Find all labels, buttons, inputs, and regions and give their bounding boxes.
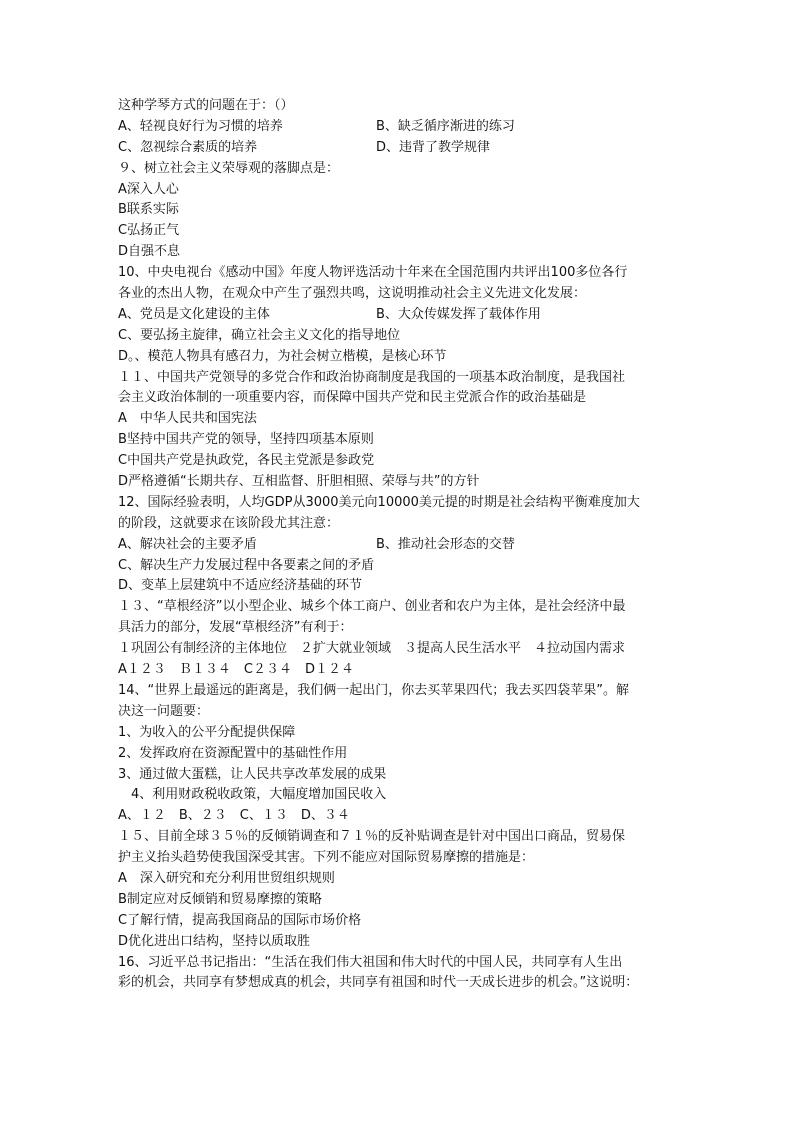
question-13: １３、“草根经济”以小型企业、城乡个体工商户、创业者和农户为主体，是社会经济中最	[118, 599, 626, 615]
answer-options: A、１２ B、２３ C、１３ D、３４	[118, 808, 350, 824]
option-d: D优化进出口结构，坚持以质取胜	[118, 933, 311, 949]
option-a: A 中华人民共和国宪法	[118, 411, 257, 427]
option-a: A、解决社会的主要矛盾	[118, 536, 257, 552]
statement-list: １巩固公有制经济的主体地位 ２扩大就业领域 ３提高人民生活水平 ４拉动国内需求	[118, 641, 626, 657]
document-page	[118, 96, 688, 994]
statement-3: 3、通过做大蛋糕，让人民共享改革发展的成果	[118, 766, 387, 782]
option-d: D、变革上层建筑中不适应经济基础的环节	[118, 578, 363, 594]
option-row	[118, 117, 688, 138]
answer-options: A１２３ Ｂ１３４ C２３４ D１２４	[118, 662, 354, 678]
question-15: １５、目前全球３５％的反倾销调查和７１％的反补贴调查是针对中国出口商品，贸易保	[118, 829, 626, 845]
option-b: B、缺乏循序渐进的练习	[376, 118, 515, 134]
option-b: B、大众传媒发挥了载体作用	[376, 306, 541, 322]
question-12-cont: 的阶段，这就要求在该阶段尤其注意：	[118, 515, 340, 531]
question-14-cont: 决这一问题要：	[118, 703, 210, 719]
option-a: A、党员是文化建设的主体	[118, 306, 270, 322]
option-c: C弘扬正气	[118, 223, 180, 239]
option-c: C了解行情，提高我国商品的国际市场价格	[118, 912, 362, 928]
question-12: 12、国际经验表明，人均GDP从3000美元向10000美元提的时期是社会结构平衡难度加大	[118, 494, 640, 510]
option-b: B制定应对反倾销和贸易摩擦的策略	[118, 891, 322, 907]
statement-4: 4、利用财政税收政策，大幅度增加国民收入	[118, 787, 387, 803]
question-14: 14、“世界上最遥远的距离是，我们俩一起出门，你去买苹果四代；我去买四袋苹果”。解	[118, 682, 630, 698]
question-9: ９、树立社会主义荣辱观的落脚点是：	[118, 160, 340, 176]
question-13-cont: 具活力的部分，发展“草根经济”有利于：	[118, 620, 353, 636]
option-b: B联系实际	[118, 202, 179, 218]
option-a: A、轻视良好行为习惯的培养	[118, 118, 283, 134]
question-11-cont: 会主义政治体制的一项重要内容，而保障中国共产党和民主党派合作的政治基础是	[118, 390, 587, 406]
question-11: １１、中国共产党领导的多党合作和政治协商制度是我国的一项基本政治制度，是我国社	[118, 369, 626, 385]
statement-1: 1、为收入的公平分配提供保障	[118, 724, 296, 740]
option-c: C中国共产党是执政党，各民主党派是参政党	[118, 453, 375, 469]
text-line: 这种学琴方式的问题在于：（）	[118, 98, 294, 113]
option-d: D严格遵循“长期共存、互相监督、肝胆相照、荣辱与共”的方针	[118, 474, 480, 490]
option-row	[118, 305, 688, 326]
option-c: C、要弘扬主旋律，确立社会主义文化的指导地位	[118, 327, 401, 343]
statement-2: 2、发挥政府在资源配置中的基础性作用	[118, 745, 348, 761]
question-15-cont: 护主义抬头趋势使我国深受其害。下列不能应对国际贸易摩擦的措施是：	[118, 850, 535, 866]
question-10: 10、中央电视台《感动中国》年度人物评选活动十年来在全国范围内共评出100多位各行	[118, 265, 628, 281]
question-16-cont: 彩的机会，共同享有梦想成真的机会，共同享有祖国和时代一天成长进步的机会。”这说明：	[118, 975, 639, 991]
option-a: A 深入研究和充分利用世贸组织规则	[118, 870, 335, 886]
question-10-cont: 各业的杰出人物，在观众中产生了强烈共鸣，这说明推动社会主义先进文化发展：	[118, 286, 587, 302]
option-b: B、推动社会形态的交替	[376, 536, 515, 552]
option-d: D。、模范人物具有感召力，为社会树立楷模，是核心环节	[118, 348, 447, 364]
option-c: C、解决生产力发展过程中各要素之间的矛盾	[118, 557, 375, 573]
option-row	[118, 138, 688, 159]
option-a: A深入人心	[118, 181, 179, 197]
option-b: B坚持中国共产党的领导，坚持四项基本原则	[118, 432, 374, 448]
option-row	[118, 535, 688, 556]
option-c: C、忽视综合素质的培养	[118, 139, 258, 155]
option-d: D、违背了教学规律	[376, 139, 491, 155]
option-d: D自强不息	[118, 244, 181, 260]
question-16: 16、习近平总书记指出：“生活在我们伟大祖国和伟大时代的中国人民，共同享有人生出	[118, 954, 623, 970]
